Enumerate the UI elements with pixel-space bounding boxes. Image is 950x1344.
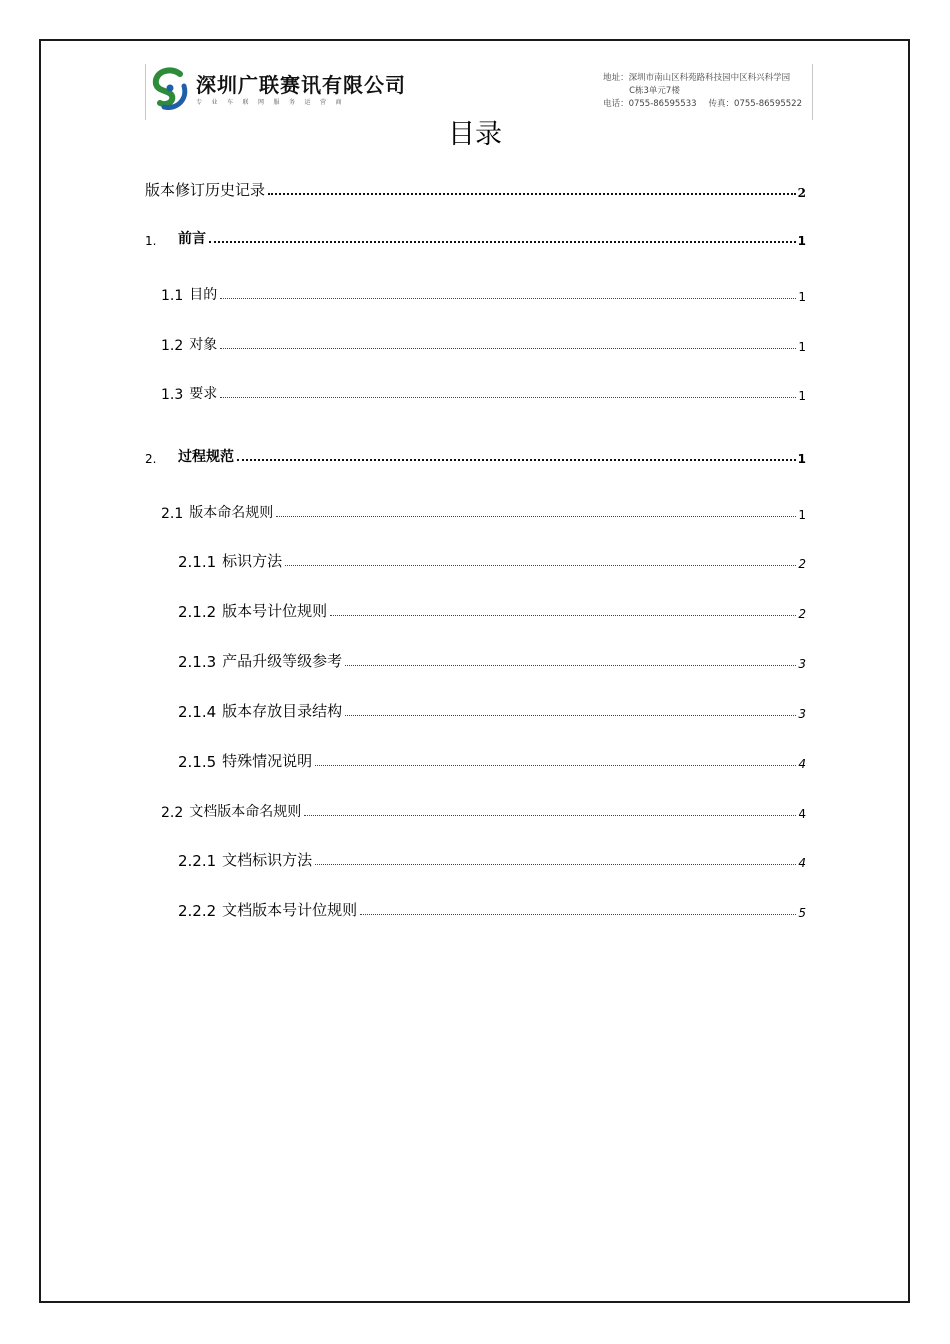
company-name: 深圳广联赛讯有限公司 bbox=[196, 73, 406, 97]
toc-entry-number: 2.2.2 bbox=[178, 902, 217, 920]
toc-entry-page: 1 bbox=[797, 452, 806, 466]
company-logo-icon bbox=[150, 66, 190, 110]
toc-entry-label: 对象 bbox=[189, 337, 218, 353]
toc-entry-page: 1 bbox=[798, 508, 806, 522]
toc-entry-number: 2.1.4 bbox=[178, 703, 217, 721]
toc-leader-dots bbox=[345, 665, 796, 666]
contact-fax: 传真：0755-86595522 bbox=[708, 99, 802, 109]
toc-entry-number: 2.2.1 bbox=[178, 852, 217, 870]
toc-leader-dots bbox=[209, 241, 796, 243]
contact-address-line1: 地址：深圳市南山区科苑路科技园中区科兴科学园 bbox=[603, 73, 791, 83]
toc-entry-number: 1.2 bbox=[161, 338, 184, 354]
toc-entry-label: 特殊情况说明 bbox=[222, 752, 313, 770]
toc-entry-label: 产品升级等级参考 bbox=[222, 652, 343, 670]
toc-entry-page: 1 bbox=[798, 290, 806, 304]
toc-entry[interactable] bbox=[161, 500, 806, 522]
toc-entry-label: 版本命名规则 bbox=[189, 505, 274, 521]
toc-entry-number: 2.1 bbox=[161, 506, 184, 522]
toc-leader-dots bbox=[268, 193, 796, 195]
toc-leader-dots bbox=[237, 459, 796, 461]
toc-entry-number: 1.3 bbox=[161, 387, 184, 403]
toc-entry[interactable] bbox=[178, 599, 806, 621]
toc-entry-number: 2.1.5 bbox=[178, 753, 217, 771]
toc-leader-dots bbox=[330, 615, 796, 616]
toc-leader-dots bbox=[315, 864, 796, 865]
toc-entry-label: 版本存放目录结构 bbox=[222, 702, 343, 720]
toc-entry-number: 2.2 bbox=[161, 805, 184, 821]
toc-entry[interactable] bbox=[178, 649, 806, 671]
contact-info bbox=[603, 72, 802, 111]
toc-entry-page: 1 bbox=[798, 389, 806, 403]
toc-entry[interactable] bbox=[178, 549, 806, 571]
toc-entry-page: 2 bbox=[797, 186, 806, 200]
toc-leader-dots bbox=[276, 516, 796, 517]
toc-entry-page: 5 bbox=[798, 906, 806, 920]
toc-entry-number: 2.1.3 bbox=[178, 653, 217, 671]
toc-leader-dots bbox=[345, 715, 796, 716]
toc-entry-label: 标识方法 bbox=[222, 552, 283, 570]
toc-entry-label: 过程规范 bbox=[178, 449, 234, 465]
toc-entry-page: 1 bbox=[798, 340, 806, 354]
toc-entry-number: 1.1 bbox=[161, 288, 184, 304]
toc-entry[interactable] bbox=[178, 848, 806, 870]
toc-leader-dots bbox=[360, 914, 796, 915]
toc-entry-label: 文档版本号计位规则 bbox=[222, 901, 358, 919]
toc-entry[interactable] bbox=[145, 444, 806, 466]
toc-entry[interactable] bbox=[178, 699, 806, 721]
toc-entry[interactable] bbox=[161, 332, 806, 354]
toc-entry-page: 3 bbox=[798, 707, 806, 721]
toc-entry-page: 4 bbox=[798, 757, 806, 771]
toc-entry[interactable] bbox=[161, 381, 806, 403]
toc-entry-number: 2.1.1 bbox=[178, 553, 217, 571]
toc-leader-dots bbox=[220, 348, 796, 349]
toc-entry[interactable] bbox=[145, 178, 806, 200]
toc-entry[interactable] bbox=[161, 799, 806, 821]
contact-phone: 电话：0755-86595533 bbox=[603, 99, 697, 109]
toc-entry-page: 2 bbox=[798, 607, 806, 621]
toc-entry-number: 2. bbox=[145, 452, 157, 466]
toc-entry-number: 1. bbox=[145, 234, 157, 248]
company-slogan: 专业车联网服务运营商 bbox=[196, 99, 352, 106]
toc-entry-number: 2.1.2 bbox=[178, 603, 217, 621]
toc-leader-dots bbox=[315, 765, 796, 766]
toc-title: 目录 bbox=[448, 119, 502, 150]
toc-leader-dots bbox=[285, 565, 796, 566]
toc-leader-dots bbox=[304, 815, 796, 816]
toc-entry-page: 3 bbox=[798, 657, 806, 671]
toc-entry-label: 文档标识方法 bbox=[222, 851, 313, 869]
toc-entry-label: 要求 bbox=[189, 386, 218, 402]
toc-entry[interactable] bbox=[178, 898, 806, 920]
toc-entry-label: 文档版本命名规则 bbox=[189, 804, 302, 820]
toc-entry[interactable] bbox=[145, 226, 806, 248]
toc-leader-dots bbox=[220, 397, 796, 398]
toc-entry-label: 版本号计位规则 bbox=[222, 602, 328, 620]
toc-entry-label: 目的 bbox=[189, 287, 218, 303]
toc-entry-page: 1 bbox=[797, 234, 806, 248]
toc-leader-dots bbox=[220, 298, 796, 299]
toc-entry[interactable] bbox=[161, 282, 806, 304]
toc-entry-label: 前言 bbox=[178, 231, 206, 247]
toc-entry[interactable] bbox=[178, 749, 806, 771]
contact-address-line2: C栋3单元7楼 bbox=[629, 86, 680, 96]
toc-entry-page: 4 bbox=[798, 807, 806, 821]
toc-entry-page: 4 bbox=[798, 856, 806, 870]
toc-entry-page: 2 bbox=[798, 557, 806, 571]
toc-entry-label: 版本修订历史记录 bbox=[145, 181, 266, 199]
